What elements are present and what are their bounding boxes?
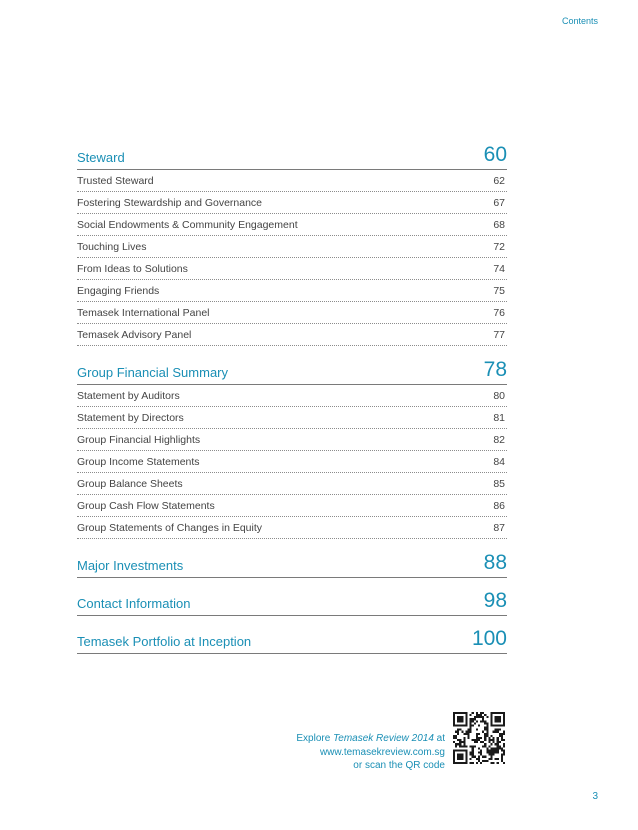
entry-page-number: 86 (493, 499, 505, 512)
toc-entry[interactable] (77, 324, 507, 346)
explore-suffix: at (433, 733, 445, 744)
entry-page-number: 87 (493, 521, 505, 534)
toc-section (77, 628, 507, 654)
section-page-number: 88 (483, 551, 507, 574)
explore-prefix: Explore (296, 733, 334, 744)
section-heading-row[interactable] (77, 628, 507, 654)
section-title: Contact Information (77, 596, 191, 611)
section-page-number: 60 (483, 143, 507, 166)
toc-entry[interactable] (77, 280, 507, 302)
toc-section (77, 144, 507, 346)
entry-title: Group Statements of Changes in Equity (77, 521, 263, 534)
explore-note (270, 732, 445, 773)
toc-section (77, 359, 507, 539)
toc-entry[interactable] (77, 495, 507, 517)
entry-page-number: 67 (493, 196, 505, 209)
entry-page-number: 74 (493, 262, 505, 275)
running-header: Contents (561, 16, 598, 26)
section-title: Temasek Portfolio at Inception (77, 634, 252, 649)
section-heading-row[interactable] (77, 144, 507, 170)
section-page-number: 78 (483, 358, 507, 381)
entry-title: Statement by Directors (77, 411, 184, 424)
entry-page-number: 80 (493, 389, 505, 402)
entry-page-number: 81 (493, 411, 505, 424)
entry-page-number: 75 (493, 284, 505, 297)
entry-title: Statement by Auditors (77, 389, 180, 402)
entry-page-number: 85 (493, 477, 505, 490)
entry-title: Touching Lives (77, 240, 147, 253)
entry-title: Fostering Stewardship and Governance (77, 196, 263, 209)
qr-instruction: or scan the QR code (353, 760, 445, 771)
table-of-contents (77, 144, 507, 654)
entry-title: Group Cash Flow Statements (77, 499, 215, 512)
section-page-number: 98 (483, 589, 507, 612)
toc-entry[interactable] (77, 385, 507, 407)
toc-entry[interactable] (77, 236, 507, 258)
entry-title: Trusted Steward (77, 174, 154, 187)
entry-page-number: 62 (493, 174, 505, 187)
website-link[interactable]: www.temasekreview.com.sg (319, 746, 445, 758)
entry-title: Engaging Friends (77, 284, 160, 297)
toc-entry[interactable] (77, 429, 507, 451)
toc-entry[interactable] (77, 407, 507, 429)
entry-title: Group Financial Highlights (77, 433, 201, 446)
toc-entry[interactable] (77, 302, 507, 324)
toc-entry[interactable] (77, 473, 507, 495)
toc-entry[interactable] (77, 170, 507, 192)
section-title: Group Financial Summary (77, 365, 228, 380)
entry-title: From Ideas to Solutions (77, 262, 188, 275)
section-title: Major Investments (77, 558, 184, 573)
entry-page-number: 84 (493, 455, 505, 468)
section-page-number: 100 (471, 627, 507, 650)
entry-page-number: 77 (493, 328, 505, 341)
toc-section (77, 590, 507, 616)
toc-entry[interactable] (77, 517, 507, 539)
toc-section (77, 552, 507, 578)
toc-entry[interactable] (77, 258, 507, 280)
qr-code-icon[interactable] (453, 712, 505, 764)
section-title: Steward (77, 150, 125, 165)
entry-title: Group Balance Sheets (77, 477, 183, 490)
entry-title: Social Endowments & Community Engagement (77, 218, 298, 231)
toc-entry[interactable] (77, 192, 507, 214)
entry-title: Group Income Statements (77, 455, 200, 468)
page-number: 3 (592, 791, 598, 802)
entry-page-number: 76 (493, 306, 505, 319)
entry-title: Temasek Advisory Panel (77, 328, 192, 341)
toc-entry[interactable] (77, 451, 507, 473)
explore-line-1 (270, 732, 445, 746)
section-heading-row[interactable] (77, 552, 507, 578)
entry-page-number: 82 (493, 433, 505, 446)
toc-entry[interactable] (77, 214, 507, 236)
entry-page-number: 68 (493, 218, 505, 231)
section-heading-row[interactable] (77, 359, 507, 385)
publication-title: Temasek Review 2014 (333, 733, 434, 744)
entry-page-number: 72 (493, 240, 505, 253)
entry-title: Temasek International Panel (77, 306, 210, 319)
section-heading-row[interactable] (77, 590, 507, 616)
